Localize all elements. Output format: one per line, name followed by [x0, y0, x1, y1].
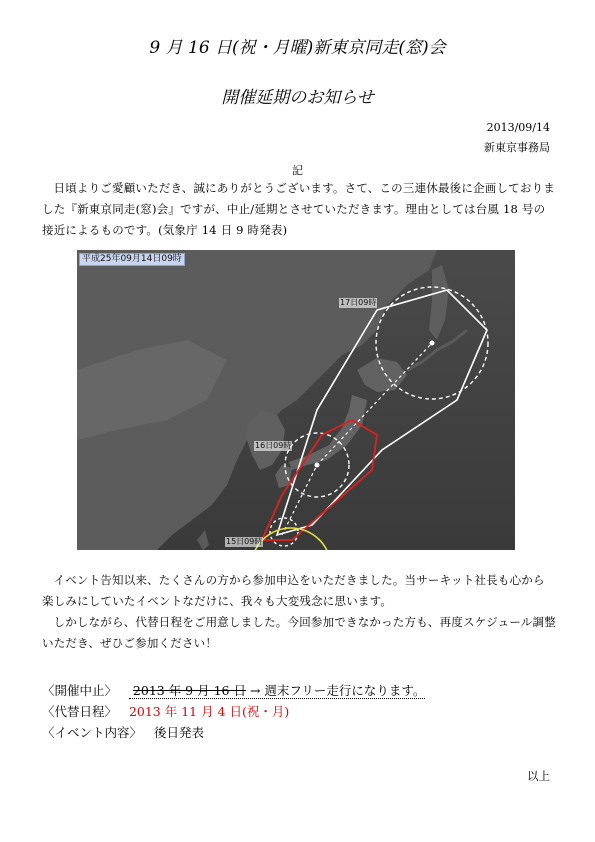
ki-heading: 記 — [292, 164, 303, 177]
alt-label: 〈代替日程〉 — [42, 704, 118, 719]
typhoon-map-graphic — [77, 250, 515, 550]
event-value: 後日発表 — [153, 725, 204, 740]
notice-title: 9 月 16 日(祝・月曜)新東京同走(窓)会 — [149, 38, 446, 58]
event-label: 〈イベント内容〉 — [42, 725, 143, 740]
forecast-label-16: 16日09時 — [255, 441, 292, 450]
notice-subtitle: 開催延期のお知らせ — [221, 88, 374, 108]
alternative-paragraph: しかしながら、代替日程をご用意しました。今回参加できなかった方も、再度スケジュール調整いただき、ぜひご参加ください！ — [42, 615, 556, 650]
map-timestamp: 平成25年09月14日09時 — [79, 253, 185, 266]
cancelled-date: 2013 年 9 月 16 日 — [132, 683, 246, 698]
thanks-paragraph: イベント告知以来、たくさんの方から参加申込をいただきました。当サーキット社長も心から楽しみにしていたイベントなだけに、我々も大変残念に思います。 — [42, 573, 545, 608]
forecast-label-15: 15日09時 — [226, 537, 263, 546]
arrow-glyph: → — [249, 683, 261, 698]
cancel-note: 週末フリー走行になります。 — [264, 683, 426, 698]
closing-word: 以上 — [527, 769, 550, 783]
typhoon-forecast-map — [77, 250, 515, 550]
cancel-line — [42, 683, 425, 699]
alternative-line — [42, 704, 289, 720]
cancel-label: 〈開催中止〉 — [42, 683, 118, 698]
alt-date: 2013 年 11 月 4 日(祝・月) — [128, 704, 290, 719]
issuer-office: 新東京事務局 — [484, 141, 550, 154]
forecast-label-17: 17日09時 — [340, 298, 377, 307]
intro-paragraph: 日頃よりご愛顧いただき、誠にありがとうございます。さて、この三連休最後に企画しておりました『新東京同走(窓)会』ですが、中止/延期とさせていただきます。理由としては台風 18 号の接近によるものです。(気象庁 14 日 9 時発表) — [42, 181, 555, 237]
event-line — [42, 725, 204, 741]
issue-date: 2013/09/14 — [486, 121, 550, 134]
